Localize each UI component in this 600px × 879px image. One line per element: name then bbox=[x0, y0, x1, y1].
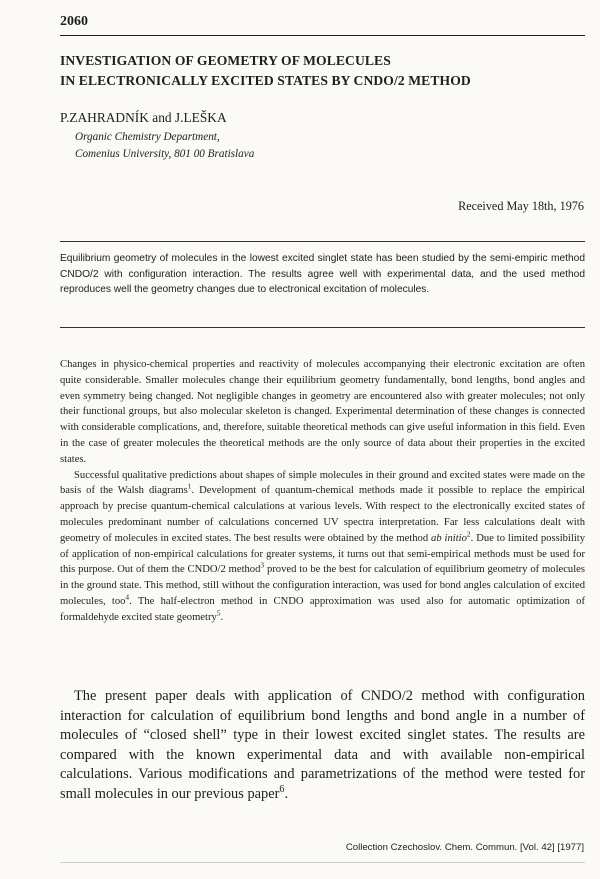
header-rule bbox=[60, 35, 585, 36]
reference-5: 5 bbox=[216, 608, 221, 618]
affiliation-line-2: Comenius University, 801 00 Bratislava bbox=[75, 148, 255, 160]
paper-aim-text: The present paper deals with application of CNDO/2 method with configuration interaction for calculation of equilibrium bond lengths and bond angle in a number of molecules of “closed shell” type in their lowest excited singlet states. The results are compared with the known experimental data and with available non-empirical calculations. Various modifications and parametrizations of the method were tested for small molecules in our previous paper bbox=[60, 688, 585, 802]
reference-6: 6 bbox=[279, 784, 285, 796]
page-number: 2060 bbox=[60, 14, 88, 29]
ab-initio-term: ab initio bbox=[431, 532, 467, 544]
paragraph-2-part-c: . Due to limited possibility of application of non-empirical calculations for greater systems, it turns out that semi-empirical methods must be used for this purpose. Out of them the CNDO/2 method bbox=[60, 532, 586, 576]
paragraph-2-part-f: . bbox=[220, 611, 224, 623]
reference-4: 4 bbox=[125, 592, 130, 602]
abstract-rule-top bbox=[60, 241, 585, 242]
paragraph-2-part-a: Successful qualitative predictions about shapes of simple molecules in their ground and excited states were made on the basis of the Walsh diagrams bbox=[60, 469, 585, 497]
affiliation bbox=[75, 129, 254, 163]
paper-aim-paragraph bbox=[60, 687, 585, 805]
journal-footer: Collection Czechoslov. Chem. Commun. [Vol. 42] [1977] bbox=[345, 842, 584, 853]
reference-2: 2 bbox=[466, 529, 471, 539]
article-title bbox=[60, 51, 585, 91]
reference-3: 3 bbox=[260, 560, 265, 570]
authors: P.ZAHRADNÍK and J.LEŠKA bbox=[60, 110, 227, 125]
paragraph-2-part-e: . The half-electron method in CNDO approximation was used also for automatic optimization of formaldehyde excited state geometry bbox=[60, 595, 585, 623]
paper-aim-end: . bbox=[284, 785, 289, 802]
body-text bbox=[60, 357, 585, 626]
affiliation-line-1: Organic Chemistry Department, bbox=[75, 131, 220, 143]
paragraph-2 bbox=[60, 468, 585, 626]
abstract-rule-bottom bbox=[60, 327, 585, 328]
paragraph-2-part-b: . Development of quantum-chemical methods made it possible to replace the empirical approach by precise quantum-chemical calculations at various levels. With respect to the electronically excited states of molecules predominant number of calculations concerned UV spectra interpretation. Far less calculations dealt with geometry of molecules in excited states. The best results were obtained by the method bbox=[60, 485, 585, 544]
received-date: Received May 18th, 1976 bbox=[458, 199, 584, 213]
abstract: Equilibrium geometry of molecules in the lowest excited singlet state has been studied by the semi-empiric method CNDO/2 with configuration interaction. The results agree well with experimental data, and the used method reproduces well the geometry changes due to electronical excitation of molecules. bbox=[60, 253, 585, 296]
reference-1: 1 bbox=[187, 481, 192, 491]
footer-rule bbox=[60, 862, 585, 863]
title-line-1: INVESTIGATION OF GEOMETRY OF MOLECULES bbox=[60, 53, 391, 68]
paragraph-1: Changes in physico-chemical properties and reactivity of molecules accompanying their electronic excitation are often quite considerable. Smaller molecules change their equilibrium geometry fundamentally, bond lengths, bond angles and even symmetry being changed. Not negligible changes in geometry are encountered also with greater molecules; not only their functional groups, but also molecular skeleton is changed. Experimental determination of these changes is connected with considerable complications, and, therefore, suitable theoretical methods can give useful information in this field. Even in the case of greater molecules the theoretical methods are the only source of data about their properties in the excited states. bbox=[60, 359, 585, 465]
paragraph-2-part-d: proved to be the best for calculation of equilibrium geometry of molecules in the ground state. This method, still without the configuration interaction, was used for bond angles calculation of excited molecules, too bbox=[60, 564, 585, 607]
title-line-2: IN ELECTRONICALLY EXCITED STATES BY CNDO/2 METHOD bbox=[60, 73, 471, 88]
